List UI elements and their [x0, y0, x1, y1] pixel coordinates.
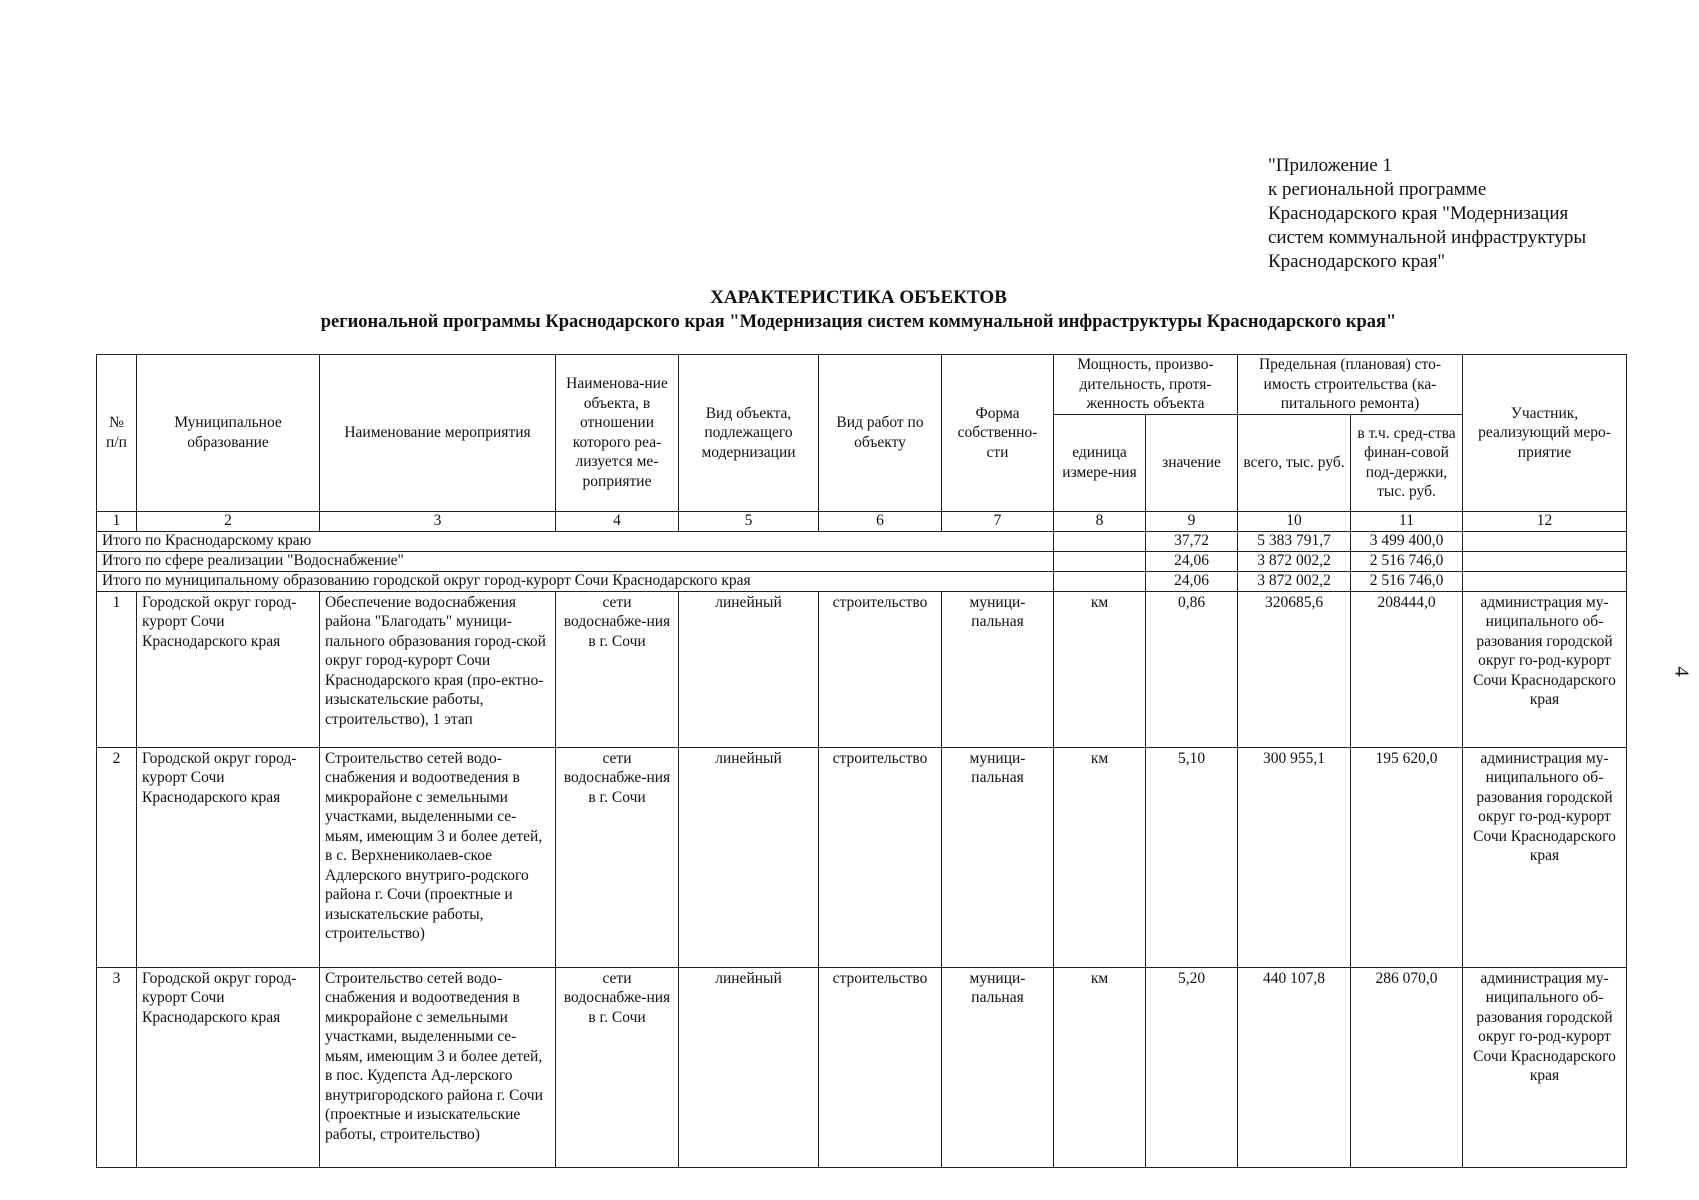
row-unit: км: [1054, 967, 1146, 1167]
total-cost: 3 872 002,2: [1238, 551, 1351, 571]
row-unit: км: [1054, 747, 1146, 967]
col-header-object-type: Вид объекта, подлежащего модернизации: [679, 355, 819, 512]
col-header-municipality: Муниципальное образование: [137, 355, 320, 512]
row-cost-support: 208444,0: [1351, 591, 1463, 747]
row-participant: администрация му-ниципального об-разования городской округ го-род-курорт Сочи Краснодарского края: [1463, 747, 1627, 967]
column-number: 7: [942, 511, 1054, 531]
row-municipality: Городской округ город-курорт Сочи Краснодарского края: [137, 591, 320, 747]
appendix-line: Краснодарского края "Модернизация: [1268, 203, 1569, 224]
total-unit: [1054, 571, 1146, 591]
row-object-name: сети водоснабже-ния в г. Сочи: [556, 967, 679, 1167]
row-object-name: сети водоснабже-ния в г. Сочи: [556, 591, 679, 747]
header-row: [97, 355, 1627, 415]
row-ownership: муници-пальная: [942, 967, 1054, 1167]
row-cost-total: 300 955,1: [1238, 747, 1351, 967]
row-work-type: строительство: [819, 591, 942, 747]
row-unit: км: [1054, 591, 1146, 747]
row-value: 5,10: [1146, 747, 1238, 967]
row-municipality: Городской округ город-курорт Сочи Краснодарского края: [137, 967, 320, 1167]
row-ownership: муници-пальная: [942, 591, 1054, 747]
row-municipality: Городской округ город-курорт Сочи Краснодарского края: [137, 747, 320, 967]
row-num: 2: [97, 747, 137, 967]
page-number: 4: [1670, 666, 1693, 677]
col-header-value: значение: [1146, 414, 1238, 511]
total-participant: [1463, 551, 1627, 571]
row-num: 1: [97, 591, 137, 747]
column-number: 2: [137, 511, 320, 531]
col-header-capacity: Мощность, произво-дительность, протя-женность объекта: [1054, 355, 1238, 415]
col-header-measure: Наименование мероприятия: [320, 355, 556, 512]
row-object-name: сети водоснабже-ния в г. Сочи: [556, 747, 679, 967]
total-value: 37,72: [1146, 531, 1238, 551]
total-unit: [1054, 531, 1146, 551]
total-participant: [1463, 531, 1627, 551]
table-row: [97, 747, 1627, 967]
col-header-num: № п/п: [97, 355, 137, 512]
row-participant: администрация му-ниципального об-разования городской округ го-род-курорт Сочи Краснодарского края: [1463, 967, 1627, 1167]
total-support: 2 516 746,0: [1351, 551, 1463, 571]
column-number: 8: [1054, 511, 1146, 531]
objects-table: [96, 354, 1627, 1168]
col-header-participant: Участник, реализующий меро-приятие: [1463, 355, 1627, 512]
total-row: [97, 531, 1627, 551]
total-cost: 5 383 791,7: [1238, 531, 1351, 551]
row-object-type: линейный: [679, 747, 819, 967]
col-header-cost-total: всего, тыс. руб.: [1238, 414, 1351, 511]
appendix-line: "Приложение 1: [1268, 155, 1392, 176]
document-subtitle: региональной программы Краснодарского края "Модернизация систем коммунальной инфраструктуры Краснодарского края": [320, 312, 1397, 332]
row-cost-support: 286 070,0: [1351, 967, 1463, 1167]
total-participant: [1463, 571, 1627, 591]
total-unit: [1054, 551, 1146, 571]
row-participant: администрация му-ниципального об-разования городской округ го-род-курорт Сочи Краснодарского края: [1463, 591, 1627, 747]
document-title: ХАРАКТЕРИСТИКА ОБЪЕКТОВ: [710, 287, 1007, 308]
appendix-line: Краснодарского края": [1268, 251, 1446, 272]
column-number: 3: [320, 511, 556, 531]
table-row: [97, 967, 1627, 1167]
column-number-row: [97, 511, 1627, 531]
total-label: Итого по сфере реализации "Водоснабжение": [97, 551, 1054, 571]
table-row: [97, 591, 1627, 747]
total-value: 24,06: [1146, 571, 1238, 591]
column-number: 6: [819, 511, 942, 531]
col-header-cost: Предельная (плановая) сто-имость строительства (ка-питального ремонта): [1238, 355, 1463, 415]
total-support: 2 516 746,0: [1351, 571, 1463, 591]
column-number: 4: [556, 511, 679, 531]
row-object-type: линейный: [679, 591, 819, 747]
row-object-type: линейный: [679, 967, 819, 1167]
appendix-line: к региональной программе: [1268, 179, 1487, 200]
appendix-line: систем коммунальной инфраструктуры: [1268, 227, 1587, 248]
total-support: 3 499 400,0: [1351, 531, 1463, 551]
column-number: 12: [1463, 511, 1627, 531]
appendix-note: [1268, 154, 1668, 274]
column-number: 11: [1351, 511, 1463, 531]
row-cost-total: 440 107,8: [1238, 967, 1351, 1167]
col-header-work-type: Вид работ по объекту: [819, 355, 942, 512]
row-num: 3: [97, 967, 137, 1167]
column-number: 9: [1146, 511, 1238, 531]
row-value: 5,20: [1146, 967, 1238, 1167]
total-cost: 3 872 002,2: [1238, 571, 1351, 591]
total-row: [97, 571, 1627, 591]
col-header-unit: единица измере-ния: [1054, 414, 1146, 511]
row-measure: Строительство сетей водо-снабжения и водоотведения в микрорайоне с земельными участками, выделенными се-мьям, имеющим 3 и более детей, в пос. Кудепста Ад-лерского внутригородского района г. Сочи (проектные и изыскательские работы, строительство): [320, 967, 556, 1167]
total-label: Итого по Краснодарскому краю: [97, 531, 1054, 551]
col-header-ownership: Форма собственно-сти: [942, 355, 1054, 512]
row-value: 0,86: [1146, 591, 1238, 747]
row-cost-total: 320685,6: [1238, 591, 1351, 747]
total-label: Итого по муниципальному образованию городской округ город-курорт Сочи Краснодарского края: [97, 571, 1054, 591]
row-measure: Обеспечение водоснабжения района "Благодать" муници-пального образования город-ской округ город-курорт Сочи Краснодарского края (про-ектно-изыскательские работы, строительство), 1 этап: [320, 591, 556, 747]
row-work-type: строительство: [819, 747, 942, 967]
column-number: 5: [679, 511, 819, 531]
column-number: 10: [1238, 511, 1351, 531]
total-value: 24,06: [1146, 551, 1238, 571]
row-ownership: муници-пальная: [942, 747, 1054, 967]
col-header-object-name: Наименова-ние объекта, в отношении которого реа-лизуется ме-роприятие: [556, 355, 679, 512]
col-header-cost-support: в т.ч. сред-ства финан-совой под-держки, тыс. руб.: [1351, 414, 1463, 511]
row-work-type: строительство: [819, 967, 942, 1167]
row-cost-support: 195 620,0: [1351, 747, 1463, 967]
total-row: [97, 551, 1627, 571]
column-number: 1: [97, 511, 137, 531]
row-measure: Строительство сетей водо-снабжения и водоотведения в микрорайоне с земельными участками, выделенными се-мьям, имеющим 3 и более детей, в с. Верхнениколаев-ское Адлерского внутриго-родского района г. Сочи (проектные и изыскательские работы, строительство): [320, 747, 556, 967]
